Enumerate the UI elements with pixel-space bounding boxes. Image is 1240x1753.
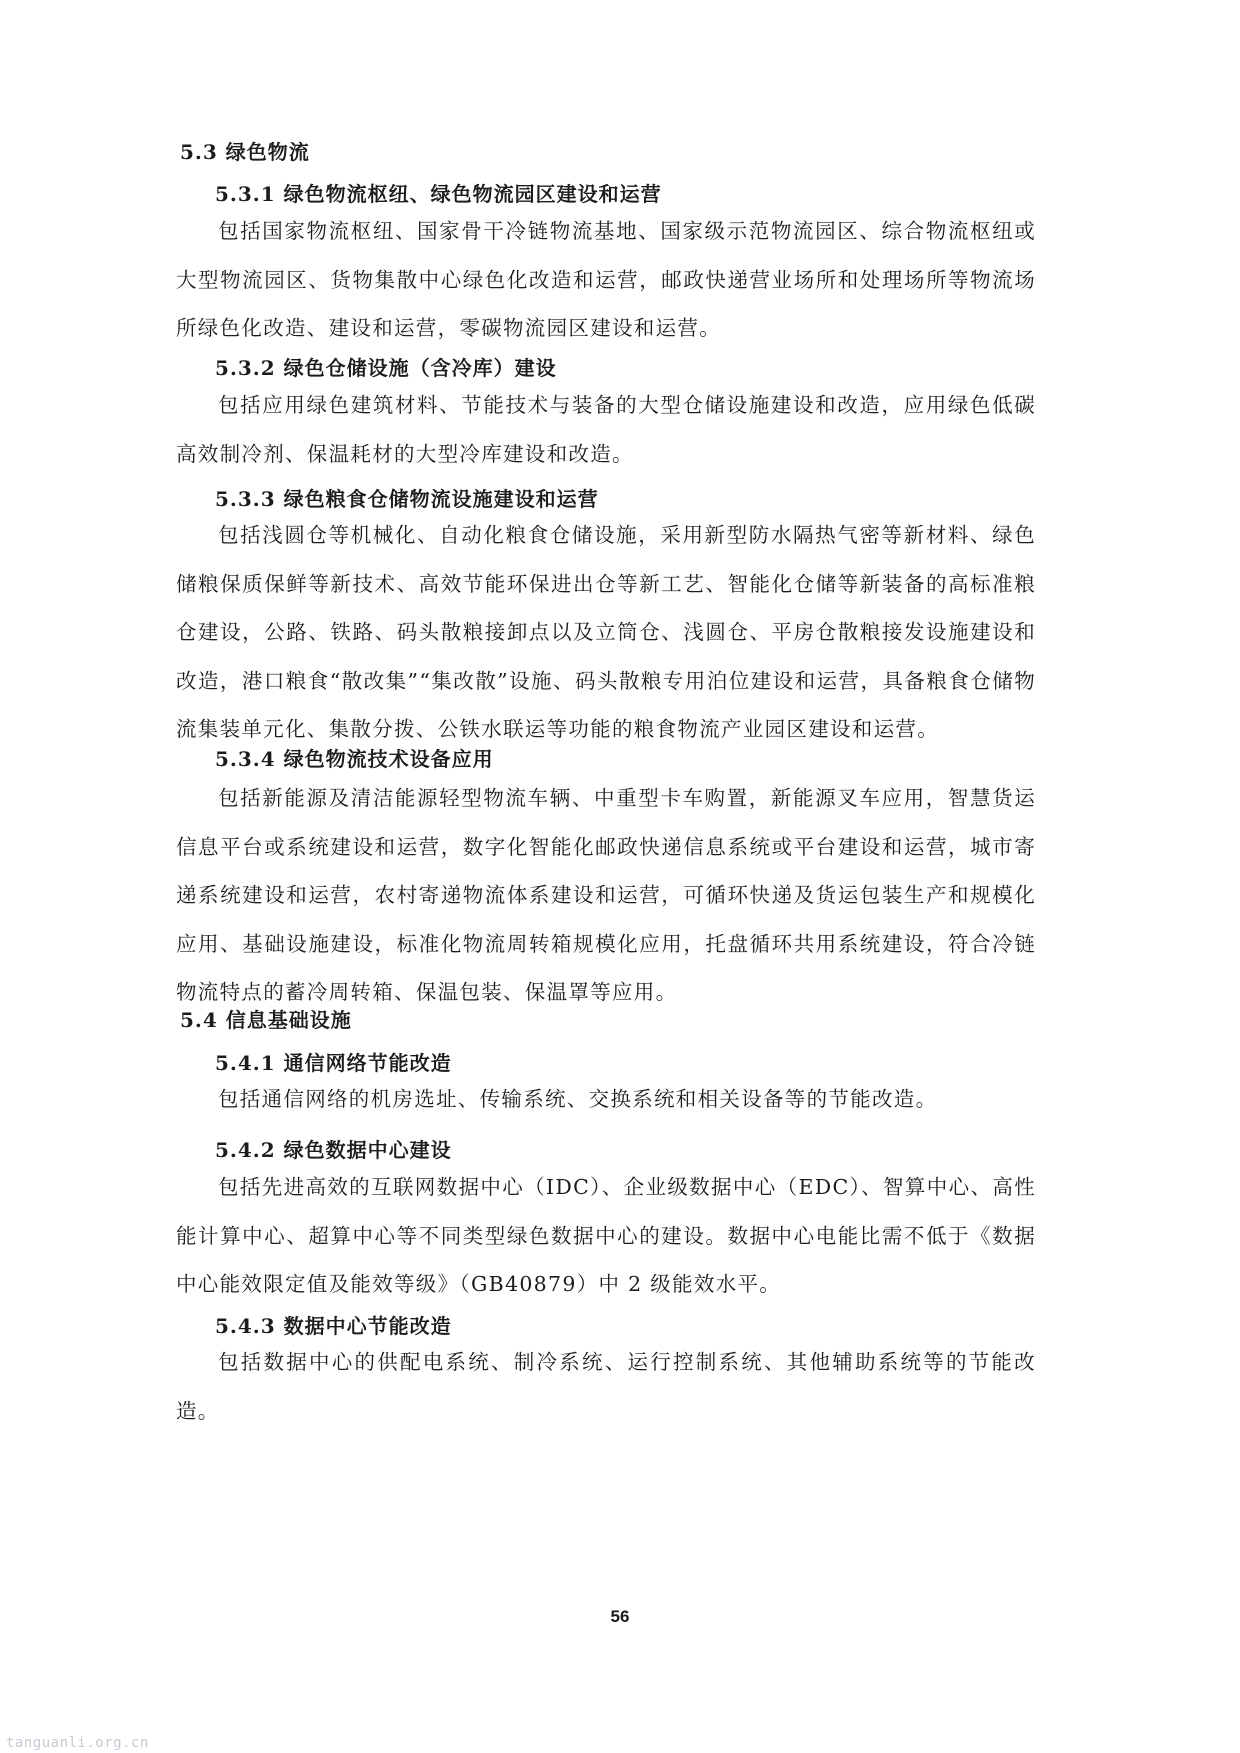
section-heading-5-3-3: 5.3.3 绿色粮食仓储物流设施建设和运营 [215, 487, 599, 511]
paragraph-5-4-3: 包括数据中心的供配电系统、制冷系统、运行控制系统、其他辅助系统等的节能改造。 [176, 1350, 1036, 1423]
section-heading-5-3-4: 5.3.4 绿色物流技术设备应用 [215, 747, 494, 771]
paragraph-5-4-2: 包括先进高效的互联网数据中心（IDC）、企业级数据中心（EDC）、智算中心、高性能计算中心、超算中心等不同类型绿色数据中心的建设。数据中心电能比需不低于《数据中心能效限定值及能效等级》（GB40879）中 2 级能效水平。 [176, 1175, 1036, 1296]
paragraph-5-3-1: 包括国家物流枢纽、国家骨干冷链物流基地、国家级示范物流园区、综合物流枢纽或大型物流园区、货物集散中心绿色化改造和运营，邮政快递营业场所和处理场所等物流场所绿色化改造、建设和运营，零碳物流园区建设和运营。 [176, 219, 1036, 340]
section-heading-5-4-1: 5.4.1 通信网络节能改造 [215, 1051, 452, 1075]
section-heading-5-3-2: 5.3.2 绿色仓储设施（含冷库）建设 [215, 356, 557, 380]
page-number: 56 [610, 1607, 630, 1626]
paragraph-5-3-3: 包括浅圆仓等机械化、自动化粮食仓储设施，采用新型防水隔热气密等新材料、绿色储粮保质保鲜等新技术、高效节能环保进出仓等新工艺、智能化仓储等新装备的高标准粮仓建设，公路、铁路、码头散粮接卸点以及立筒仓、浅圆仓、平房仓散粮接发设施建设和改造，港口粮食“散改集”“集改散”设施、码头散粮专用泊位建设和运营，具备粮食仓储物流集装单元化、集散分拨、公铁水联运等功能的粮食物流产业园区建设和运营。 [176, 523, 1036, 741]
watermark: tanguanli.org.cn [6, 1735, 149, 1751]
section-heading-5-4-2: 5.4.2 绿色数据中心建设 [215, 1138, 452, 1162]
section-heading-5-4-3: 5.4.3 数据中心节能改造 [215, 1314, 452, 1338]
paragraph-5-3-4: 包括新能源及清洁能源轻型物流车辆、中重型卡车购置，新能源叉车应用，智慧货运信息平台或系统建设和运营，数字化智能化邮政快递信息系统或平台建设和运营，城市寄递系统建设和运营，农村寄递物流体系建设和运营，可循环快递及货运包装生产和规模化应用、基础设施建设，标准化物流周转箱规模化应用，托盘循环共用系统建设，符合冷链物流特点的蓄冷周转箱、保温包装、保温罩等应用。 [176, 786, 1036, 1004]
section-heading-5-3-1: 5.3.1 绿色物流枢纽、绿色物流园区建设和运营 [215, 182, 662, 206]
paragraph-5-3-2: 包括应用绿色建筑材料、节能技术与装备的大型仓储设施建设和改造，应用绿色低碳高效制冷剂、保温耗材的大型冷库建设和改造。 [176, 393, 1036, 466]
paragraph-5-4-1: 包括通信网络的机房选址、传输系统、交换系统和相关设备等的节能改造。 [218, 1087, 938, 1111]
section-heading-5-3: 5.3 绿色物流 [180, 140, 310, 164]
section-heading-5-4: 5.4 信息基础设施 [180, 1008, 352, 1032]
